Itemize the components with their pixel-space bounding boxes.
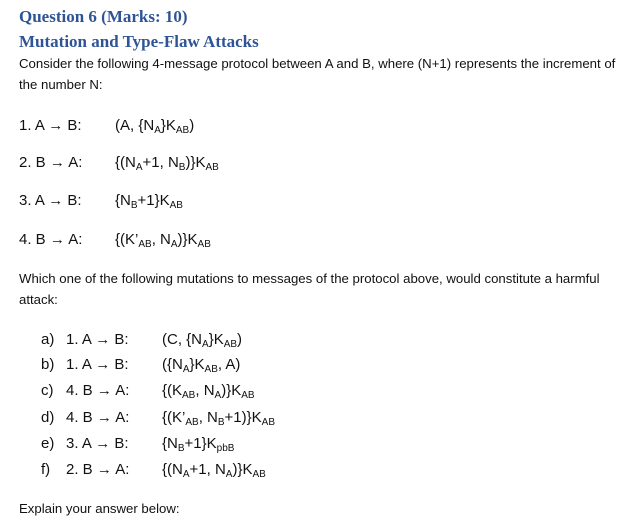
option-b	[41, 356, 240, 376]
option-letter: c)	[41, 382, 54, 399]
protocol-message-4	[19, 231, 211, 251]
option-content: ($\{N_A\}K_{AB}$, A)	[162, 356, 241, 375]
option-a	[41, 331, 242, 351]
option-label: 2. B → A:	[66, 461, 130, 478]
intro-text: Consider the following 4-message protocol between A and B, where (N+1) represents the increment of the number N:	[19, 56, 616, 92]
option-c	[41, 382, 255, 402]
option-content: (C, $\{N_A\}K_{AB}$)	[162, 331, 243, 350]
option-letter: e)	[41, 435, 55, 452]
protocol-message-2	[19, 154, 219, 174]
protocol-message-1	[19, 117, 194, 137]
message-content: {($K’_{AB}$, $N_A)\}K_{AB}$	[115, 231, 211, 250]
option-label: 3. A → B:	[66, 435, 129, 452]
answer-prompt: Explain your answer below:	[19, 501, 180, 516]
option-letter: d)	[41, 409, 55, 426]
option-label: 4. B → A:	[66, 382, 130, 399]
option-content: $\{N_B+1\}K_{pbB}$	[162, 435, 235, 454]
option-label: 1. A → B:	[66, 356, 129, 373]
protocol-message-3	[19, 192, 183, 212]
question-title: Question 6 (Marks: 10)	[19, 7, 188, 26]
message-label: 1. A → B:	[19, 117, 82, 134]
option-letter: a)	[41, 331, 55, 348]
message-label: 2. B → A:	[19, 154, 83, 171]
message-content: (A, $\{N_A\}K_{AB}$)	[115, 117, 195, 136]
option-d	[41, 409, 275, 429]
option-e	[41, 435, 234, 455]
message-content: $\{N_B+1\}K_{AB}$	[115, 192, 183, 211]
option-letter: f)	[41, 461, 51, 478]
option-content: {($N_A+1$, $N_A)\}K_{AB}$	[162, 461, 266, 480]
option-label: 4. B → A:	[66, 409, 130, 426]
option-content: {($K’_{AB}$, $N_B+1)\}K_{AB}$	[162, 409, 275, 428]
message-content: {($N_A+1$, $N_B)\}K_{AB}$	[115, 154, 219, 173]
option-label: 1. A → B:	[66, 331, 129, 348]
message-label: 4. B → A:	[19, 231, 83, 248]
question-text: Which one of the following mutations to messages of the protocol above, would constitute a harmful attack:	[19, 271, 600, 307]
message-label: 3. A → B:	[19, 192, 82, 209]
option-content: {($K_{AB}$, $N_A)\}K_{AB}$	[162, 382, 255, 401]
option-letter: b)	[41, 356, 55, 373]
option-f	[41, 461, 266, 481]
section-title: Mutation and Type-Flaw Attacks	[19, 32, 259, 51]
